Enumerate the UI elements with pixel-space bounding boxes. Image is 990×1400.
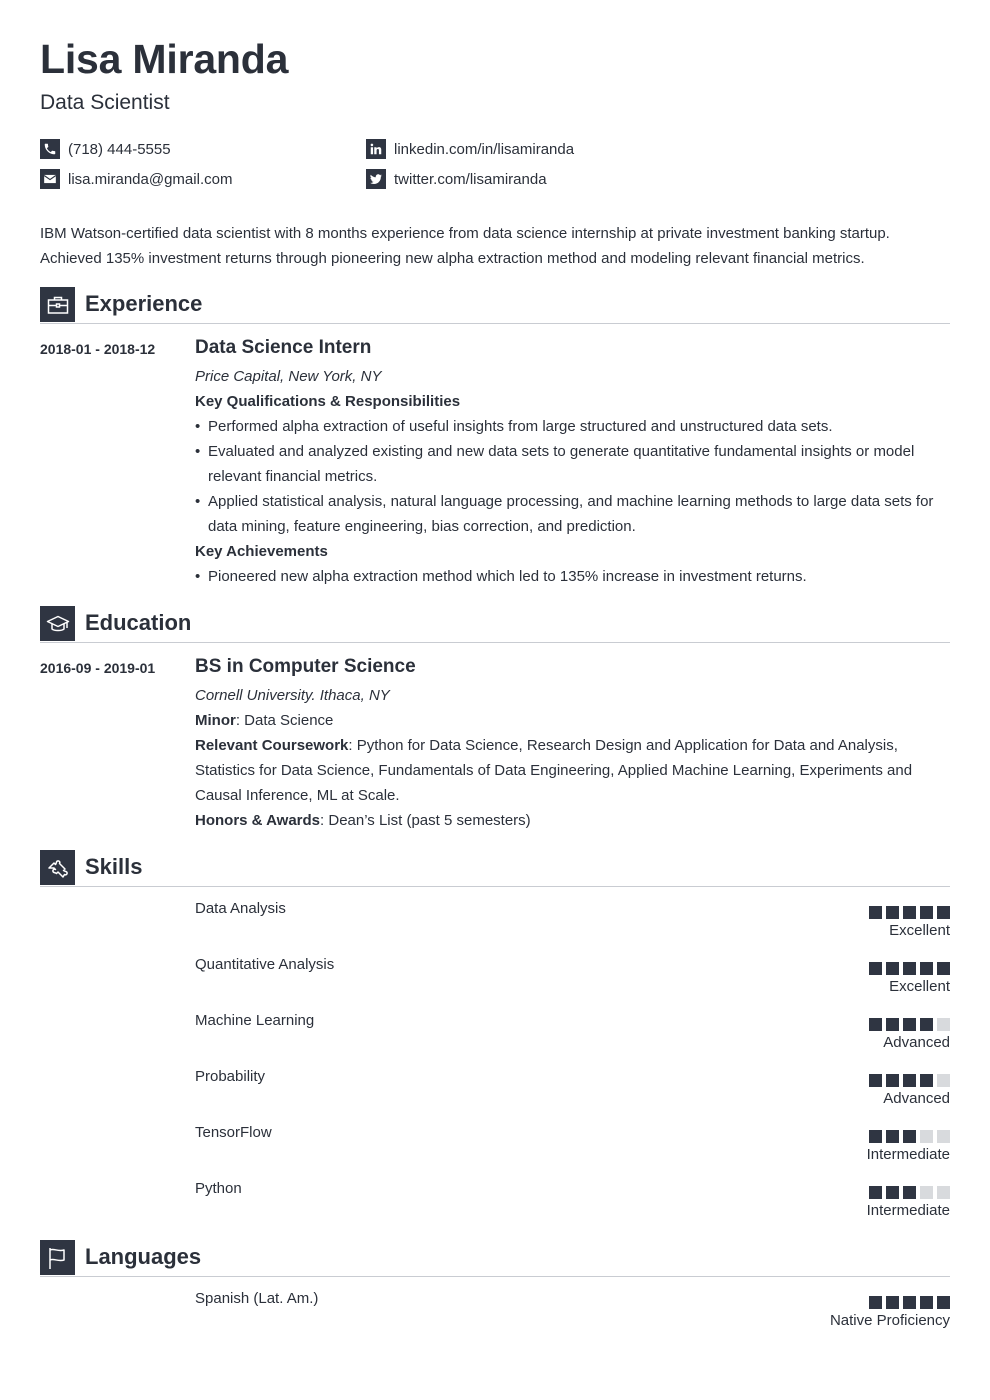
rating-square-empty bbox=[937, 1130, 950, 1143]
rating-square-filled bbox=[903, 1130, 916, 1143]
language-level: Native Proficiency bbox=[829, 1312, 950, 1329]
coursework-label: Relevant Coursework bbox=[195, 737, 349, 754]
rating-square-filled bbox=[886, 906, 899, 919]
language-row bbox=[195, 1290, 950, 1336]
linkedin-icon bbox=[366, 139, 386, 159]
candidate-name: Lisa Miranda bbox=[40, 36, 289, 82]
contact-twitter-text: twitter.com/lisamiranda bbox=[394, 170, 547, 188]
rating-square-filled bbox=[903, 962, 916, 975]
skill-level: Excellent bbox=[889, 978, 950, 995]
rating-square-filled bbox=[937, 906, 950, 919]
coursework-value: : Python for Data Science, Research Design and Application for Data and Analysis, Statistics for Data Science, Fundamentals of Data Engineering, Applied Machine Learning, Experiments and Causal Inference, ML at Scale. bbox=[195, 737, 913, 804]
rating-square-filled bbox=[886, 1074, 899, 1087]
rating-square-filled bbox=[903, 1296, 916, 1309]
rating-square-filled bbox=[920, 906, 933, 919]
rating-square-filled bbox=[920, 1018, 933, 1031]
candidate-role: Data Scientist bbox=[40, 91, 170, 114]
skill-level: Advanced bbox=[883, 1090, 950, 1107]
honors-label: Honors & Awards bbox=[195, 812, 321, 829]
contact-twitter[interactable] bbox=[366, 168, 547, 190]
rating-square-filled bbox=[903, 1186, 916, 1199]
skill-row bbox=[195, 1068, 950, 1114]
twitter-icon bbox=[366, 169, 386, 189]
rating-square-empty bbox=[937, 1074, 950, 1087]
section-header-languages bbox=[40, 1240, 950, 1277]
skill-rating bbox=[869, 962, 950, 975]
list-item: • Applied statistical analysis, natural language processing, and machine learning methods to large data sets for data mining, feature engineering, bias correction, and prediction. bbox=[195, 489, 950, 539]
list-item: • Performed alpha extraction of useful insights from large structured and unstructured data sets. bbox=[195, 414, 950, 439]
minor-label: Minor bbox=[195, 712, 236, 729]
rating-square-empty bbox=[920, 1130, 933, 1143]
rating-square-filled bbox=[903, 1074, 916, 1087]
coursework-line bbox=[195, 733, 950, 808]
language-rating bbox=[869, 1296, 950, 1309]
flag-icon bbox=[40, 1240, 75, 1275]
skill-row bbox=[195, 900, 950, 946]
skill-name: Probability bbox=[195, 1068, 266, 1085]
profile-summary: IBM Watson-certified data scientist with 8 months experience from data science internship at private investment banking startup. Achieved 135% investment returns through pioneering new alpha extraction method and modeling relevant financial metrics. bbox=[40, 225, 890, 267]
skill-level: Intermediate bbox=[866, 1202, 950, 1219]
phone-icon bbox=[40, 139, 60, 159]
achievements-heading: Key Achievements bbox=[195, 543, 328, 560]
graduation-cap-icon bbox=[40, 606, 75, 641]
list-item: • Evaluated and analyzed existing and new data sets to generate quantitative fundamental insights or model relevant financial metrics. bbox=[195, 439, 950, 489]
rating-square-filled bbox=[869, 1074, 882, 1087]
experience-entry bbox=[195, 335, 950, 589]
qualifications-heading: Key Qualifications & Responsibilities bbox=[195, 393, 461, 410]
section-title-education: Education bbox=[85, 610, 192, 635]
rating-square-filled bbox=[869, 962, 882, 975]
rating-square-filled bbox=[869, 906, 882, 919]
section-header-education bbox=[40, 606, 950, 643]
rating-square-filled bbox=[920, 962, 933, 975]
skill-level: Excellent bbox=[889, 922, 950, 939]
list-item: • Pioneered new alpha extraction method which led to 135% increase in investment returns. bbox=[195, 564, 950, 589]
experience-dates: 2018-01 - 2018-12 bbox=[40, 341, 156, 357]
skill-rating bbox=[869, 906, 950, 919]
skill-row bbox=[195, 956, 950, 1002]
skill-name: Data Analysis bbox=[195, 900, 286, 917]
rating-square-filled bbox=[869, 1130, 882, 1143]
skill-name: TensorFlow bbox=[195, 1124, 272, 1141]
minor-line bbox=[195, 708, 950, 733]
honors-value: : Dean’s List (past 5 semesters) bbox=[320, 812, 531, 829]
rating-square-filled bbox=[869, 1018, 882, 1031]
skill-row bbox=[195, 1124, 950, 1170]
skill-rating bbox=[869, 1018, 950, 1031]
rating-square-filled bbox=[869, 1186, 882, 1199]
skill-level: Advanced bbox=[883, 1034, 950, 1051]
skill-rating bbox=[869, 1130, 950, 1143]
envelope-icon bbox=[40, 169, 60, 189]
skill-name: Python bbox=[195, 1180, 242, 1197]
puzzle-icon bbox=[40, 850, 75, 885]
rating-square-filled bbox=[886, 962, 899, 975]
school-location: Cornell University. Ithaca, NY bbox=[195, 687, 390, 704]
section-header-skills bbox=[40, 850, 950, 887]
achievements-list bbox=[195, 564, 950, 589]
contact-email[interactable] bbox=[40, 168, 232, 190]
section-title-experience: Experience bbox=[85, 291, 203, 316]
skill-row bbox=[195, 1180, 950, 1226]
skill-rating bbox=[869, 1074, 950, 1087]
education-entry bbox=[195, 654, 950, 833]
contact-linkedin-text: linkedin.com/in/lisamiranda bbox=[394, 140, 575, 158]
rating-square-filled bbox=[886, 1186, 899, 1199]
section-title-skills: Skills bbox=[85, 854, 143, 879]
rating-square-filled bbox=[920, 1074, 933, 1087]
qualifications-list bbox=[195, 414, 950, 539]
skill-row bbox=[195, 1012, 950, 1058]
section-title-languages: Languages bbox=[85, 1244, 202, 1269]
contact-block bbox=[40, 138, 950, 198]
contact-linkedin[interactable] bbox=[366, 138, 574, 160]
contact-phone-text: (718) 444-5555 bbox=[68, 140, 171, 158]
skill-level: Intermediate bbox=[866, 1146, 950, 1163]
skill-name: Machine Learning bbox=[195, 1012, 315, 1029]
briefcase-icon bbox=[40, 287, 75, 322]
rating-square-filled bbox=[903, 906, 916, 919]
contact-phone[interactable] bbox=[40, 138, 171, 160]
rating-square-empty bbox=[920, 1186, 933, 1199]
rating-square-filled bbox=[886, 1018, 899, 1031]
section-header-experience bbox=[40, 287, 950, 324]
contact-email-text: lisa.miranda@gmail.com bbox=[68, 170, 233, 188]
rating-square-filled bbox=[937, 1296, 950, 1309]
minor-value: : Data Science bbox=[235, 712, 334, 729]
education-dates: 2016-09 - 2019-01 bbox=[40, 660, 156, 676]
skill-name: Quantitative Analysis bbox=[195, 956, 335, 973]
language-name: Spanish (Lat. Am.) bbox=[195, 1290, 319, 1307]
honors-line bbox=[195, 808, 950, 833]
rating-square-filled bbox=[886, 1296, 899, 1309]
degree-title: BS in Computer Science bbox=[195, 656, 416, 677]
rating-square-filled bbox=[869, 1296, 882, 1309]
job-title: Data Science Intern bbox=[195, 337, 372, 358]
rating-square-filled bbox=[903, 1018, 916, 1031]
rating-square-filled bbox=[937, 962, 950, 975]
rating-square-filled bbox=[920, 1296, 933, 1309]
skill-rating bbox=[869, 1186, 950, 1199]
rating-square-empty bbox=[937, 1186, 950, 1199]
rating-square-filled bbox=[886, 1130, 899, 1143]
rating-square-empty bbox=[937, 1018, 950, 1031]
company-location: Price Capital, New York, NY bbox=[195, 368, 382, 385]
